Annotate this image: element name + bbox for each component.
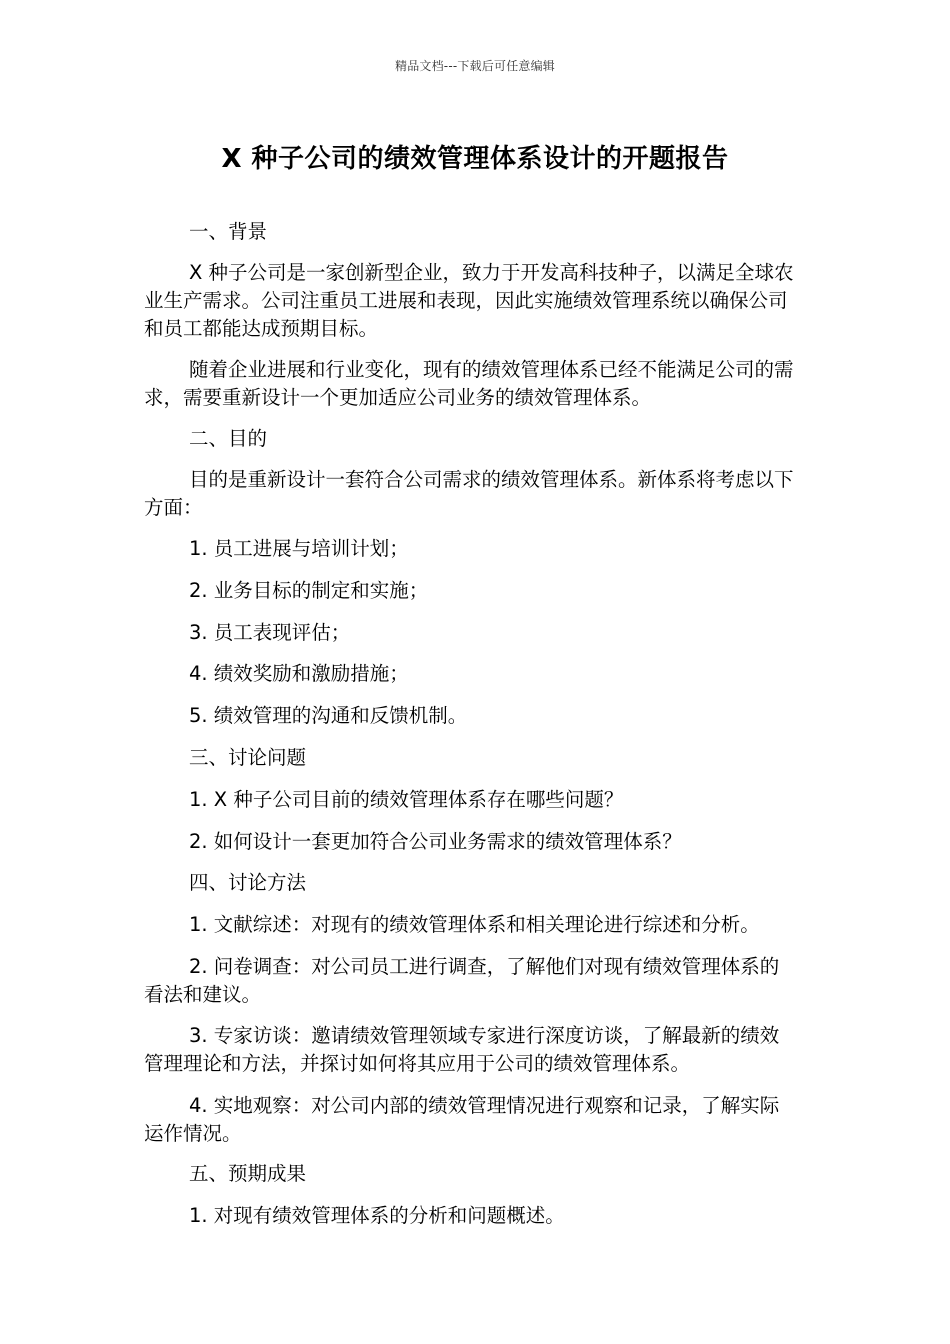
header-note: 精品文档---下载后可任意编辑 <box>395 59 555 73</box>
list-item: 5. 绩效管理的沟通和反馈机制。 <box>189 704 468 727</box>
paragraph-company-intro: X 种子公司是一家创新型企业，致力于开发高科技种子，以满足全球农业生产需求。公司注重员工进展和表现，因此实施绩效管理系统以确保公司和员工都能达成预期目标。 <box>144 261 794 340</box>
list-item: 1. 员工进展与培训计划； <box>189 537 409 560</box>
list-item: 4. 实地观察：对公司内部的绩效管理情况进行观察和记录，了解实际运作情况。 <box>144 1094 780 1145</box>
list-item: 1. 文献综述：对现有的绩效管理体系和相关理论进行综述和分析。 <box>189 913 760 936</box>
section-heading-purpose: 二、目的 <box>189 427 268 450</box>
list-item: 1. X 种子公司目前的绩效管理体系存在哪些问题？ <box>189 788 624 811</box>
document-title: X 种子公司的绩效管理体系设计的开题报告 <box>221 144 729 174</box>
list-item: 2. 问卷调查：对公司员工进行调查，了解他们对现有绩效管理体系的看法和建议。 <box>144 955 780 1006</box>
section-heading-outcomes: 五、预期成果 <box>189 1162 307 1185</box>
section-heading-background: 一、背景 <box>189 220 268 243</box>
paragraph-purpose: 目的是重新设计一套符合公司需求的绩效管理体系。新体系将考虑以下方面： <box>144 468 794 519</box>
list-item: 1. 对现有绩效管理体系的分析和问题概述。 <box>189 1204 565 1227</box>
list-item: 2. 如何设计一套更加符合公司业务需求的绩效管理体系？ <box>189 830 682 853</box>
list-item: 3. 员工表现评估； <box>189 621 351 644</box>
section-heading-methods: 四、讨论方法 <box>189 871 307 894</box>
list-item: 2. 业务目标的制定和实施； <box>189 579 429 602</box>
section-heading-questions: 三、讨论问题 <box>189 746 307 769</box>
paragraph-need-redesign: 随着企业进展和行业变化，现有的绩效管理体系已经不能满足公司的需求，需要重新设计一个更加适应公司业务的绩效管理体系。 <box>144 358 794 409</box>
list-item: 3. 专家访谈：邀请绩效管理领域专家进行深度访谈，了解最新的绩效管理理论和方法，并探讨如何将其应用于公司的绩效管理体系。 <box>144 1024 780 1075</box>
list-item: 4. 绩效奖励和激励措施； <box>189 662 409 685</box>
